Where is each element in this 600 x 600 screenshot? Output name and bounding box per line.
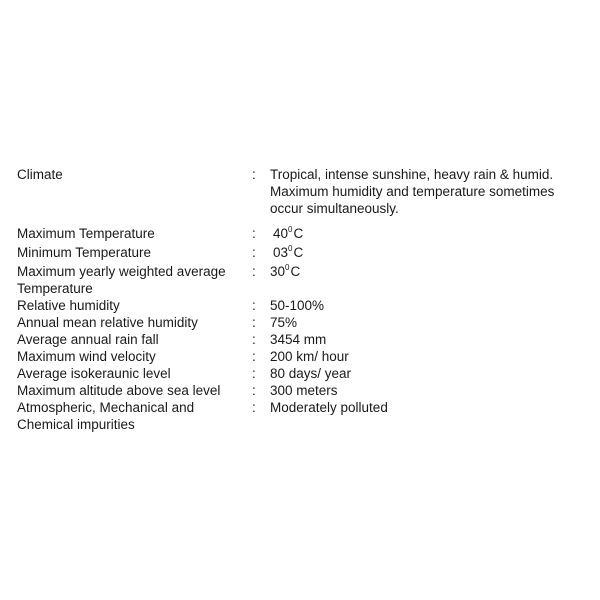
spec-label: Minimum Temperature	[17, 245, 152, 260]
spec-label: Atmospheric, Mechanical and Chemical impurities	[17, 400, 195, 432]
spec-label: Annual mean relative humidity	[17, 315, 198, 330]
spec-row-max-temperature	[17, 225, 587, 244]
spec-label: Average annual rain fall	[17, 332, 159, 347]
spec-separator: :	[252, 349, 256, 364]
spec-separator: :	[252, 298, 256, 313]
spec-row-altitude	[17, 382, 587, 399]
spec-label: Climate	[17, 167, 63, 182]
spec-row-min-temperature	[17, 244, 587, 263]
spec-row-annual-humidity	[17, 314, 587, 331]
spec-value: 3454 mm	[270, 332, 327, 347]
spec-value: Moderately polluted	[270, 400, 388, 415]
spec-row-wind-velocity	[17, 348, 587, 365]
spec-separator: :	[252, 167, 256, 182]
temperature-number: 40	[273, 226, 289, 241]
spec-value: 75%	[270, 315, 298, 330]
spec-value: 300 meters	[270, 383, 338, 398]
spec-separator: :	[252, 383, 256, 398]
spec-value: 200 km/ hour	[270, 349, 349, 364]
spec-separator: :	[252, 264, 256, 279]
temperature-unit: C	[293, 226, 304, 241]
spec-label: Relative humidity	[17, 298, 120, 313]
spec-value: 80 days/ year	[270, 366, 352, 381]
spec-separator: :	[252, 366, 256, 381]
spec-value	[270, 244, 587, 263]
degree-superscript: 0	[288, 225, 293, 234]
spec-separator: :	[252, 245, 256, 260]
spec-value	[270, 263, 587, 282]
temperature-number: 30	[270, 264, 286, 279]
spec-row-climate	[17, 164, 587, 217]
climate-spec-table	[17, 164, 587, 433]
spec-label: Average isokeraunic level	[17, 366, 171, 381]
spec-separator: :	[252, 400, 256, 415]
spec-separator: :	[252, 332, 256, 347]
spec-row-isokeraunic-level	[17, 365, 587, 382]
degree-superscript: 0	[285, 263, 290, 272]
spec-row-rain-fall	[17, 331, 587, 348]
spec-row-impurities	[17, 399, 587, 433]
temperature-number: 03	[273, 245, 289, 260]
degree-superscript: 0	[288, 244, 293, 253]
spec-label: Maximum wind velocity	[17, 349, 156, 364]
spec-row-relative-humidity	[17, 297, 587, 314]
spec-separator: :	[252, 226, 256, 241]
spec-label: Maximum altitude above sea level	[17, 383, 221, 398]
spec-value: 50-100%	[270, 298, 325, 313]
spec-row-avg-temperature	[17, 263, 587, 297]
spec-label: Maximum Temperature	[17, 226, 155, 241]
spec-value: Tropical, intense sunshine, heavy rain & humid. Maximum humidity and temperature sometimes occur simultaneously.	[270, 167, 555, 216]
spec-label: Maximum yearly weighted average Temperature	[17, 264, 226, 296]
temperature-unit: C	[293, 245, 304, 260]
temperature-unit: C	[290, 264, 301, 279]
spec-separator: :	[252, 315, 256, 330]
spec-value	[270, 225, 587, 244]
